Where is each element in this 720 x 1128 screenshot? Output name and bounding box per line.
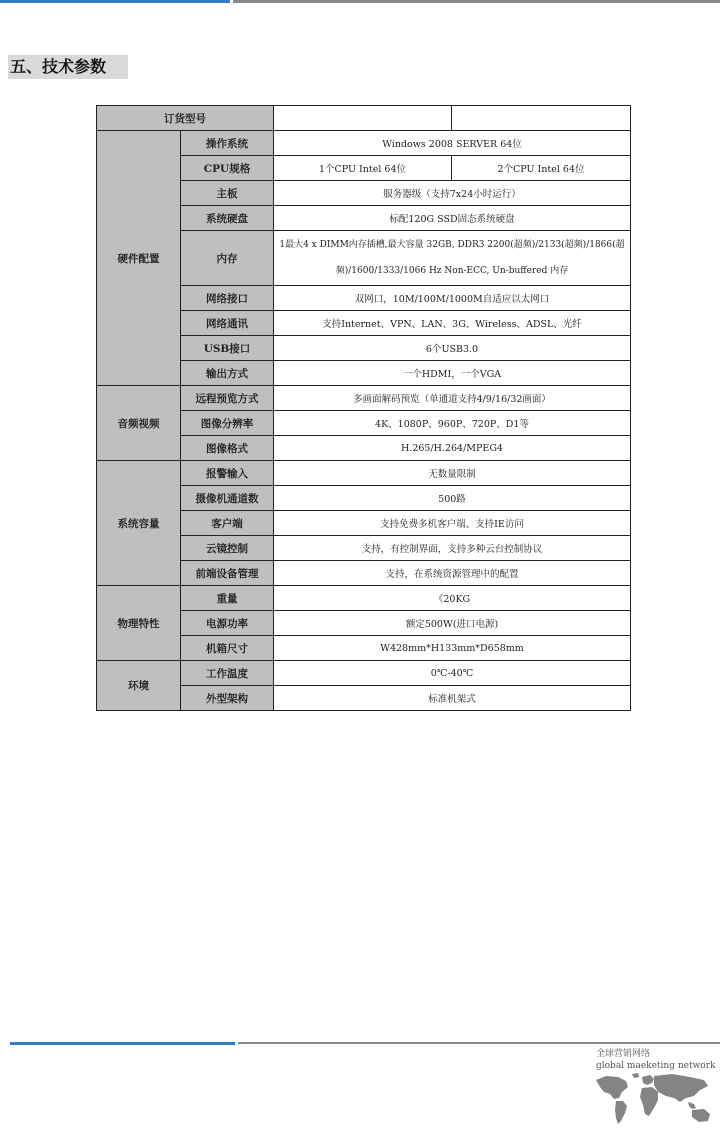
group-physical: 物理特性 bbox=[97, 586, 181, 661]
row-value: 双网口，10M/100M/1000M自适应以太网口 bbox=[274, 286, 631, 311]
footer-brand bbox=[596, 1048, 718, 1072]
group-av: 音频视频 bbox=[97, 386, 181, 461]
row-label: 报警输入 bbox=[181, 461, 274, 486]
header-rule-gray bbox=[233, 0, 720, 3]
row-label: CPU规格 bbox=[181, 156, 274, 181]
row-label: 操作系统 bbox=[181, 131, 274, 156]
table-row bbox=[97, 461, 631, 486]
row-value: 无数量限制 bbox=[274, 461, 631, 486]
row-label: 远程预览方式 bbox=[181, 386, 274, 411]
row-label: 重量 bbox=[181, 586, 274, 611]
row-label: 外型架构 bbox=[181, 686, 274, 711]
row-value: 支持，有控制界面，支持多种云台控制协议 bbox=[274, 536, 631, 561]
footer-brand-cn: 全球营销网络 bbox=[596, 1049, 651, 1059]
group-hardware: 硬件配置 bbox=[97, 131, 181, 386]
order-value-1 bbox=[274, 106, 452, 131]
row-label: 网络接口 bbox=[181, 286, 274, 311]
footer-rule-blue bbox=[10, 1042, 235, 1045]
row-value: 1个CPU Intel 64位 bbox=[274, 156, 452, 181]
table-row bbox=[97, 131, 631, 156]
group-environment: 环境 bbox=[97, 661, 181, 711]
row-value: 0℃-40℃ bbox=[274, 661, 631, 686]
row-value: 标配120G SSD固态系统硬盘 bbox=[274, 206, 631, 231]
row-value: 1最大4 x DIMM内存插槽,最大容量 32GB, DDR3 2200(超频)/2133(超频)/1866(超频)/1600/1333/1066 Hz Non-ECC, Un-buffered 内存 bbox=[274, 231, 631, 286]
row-label: USB接口 bbox=[181, 336, 274, 361]
row-label: 工作温度 bbox=[181, 661, 274, 686]
row-label: 电源功率 bbox=[181, 611, 274, 636]
order-value-2 bbox=[452, 106, 631, 131]
row-label: 机箱尺寸 bbox=[181, 636, 274, 661]
row-label: 系统硬盘 bbox=[181, 206, 274, 231]
row-label: 输出方式 bbox=[181, 361, 274, 386]
order-label: 订货型号 bbox=[97, 106, 274, 131]
row-value: 500路 bbox=[274, 486, 631, 511]
group-capacity: 系统容量 bbox=[97, 461, 181, 586]
table-row-order bbox=[97, 106, 631, 131]
footer-rule-gray bbox=[238, 1042, 720, 1044]
row-value: 标准机架式 bbox=[274, 686, 631, 711]
row-value: H.265/H.264/MPEG4 bbox=[274, 436, 631, 461]
row-value: Windows 2008 SERVER 64位 bbox=[274, 131, 631, 156]
row-value: 额定500W(进口电源) bbox=[274, 611, 631, 636]
row-label: 图像格式 bbox=[181, 436, 274, 461]
section-title: 五、技术参数 bbox=[8, 55, 128, 79]
row-value: 6个USB3.0 bbox=[274, 336, 631, 361]
row-value: W428mm*H133mm*D658mm bbox=[274, 636, 631, 661]
table-row bbox=[97, 661, 631, 686]
row-value: 4K、1080P、960P、720P、D1等 bbox=[274, 411, 631, 436]
row-label: 图像分辨率 bbox=[181, 411, 274, 436]
row-label: 云镜控制 bbox=[181, 536, 274, 561]
header-rule-blue bbox=[0, 0, 230, 3]
row-label: 网络通讯 bbox=[181, 311, 274, 336]
row-value: 支持，在系统资源管理中的配置 bbox=[274, 561, 631, 586]
row-label: 客户端 bbox=[181, 511, 274, 536]
table-row bbox=[97, 586, 631, 611]
row-label: 摄像机通道数 bbox=[181, 486, 274, 511]
row-label: 主板 bbox=[181, 181, 274, 206]
row-value: 服务器级（支持7x24小时运行） bbox=[274, 181, 631, 206]
world-map-icon bbox=[592, 1072, 718, 1126]
footer-brand-en: global maeketing network bbox=[596, 1061, 716, 1071]
row-value: 《20KG bbox=[274, 586, 631, 611]
table-row bbox=[97, 386, 631, 411]
row-value: 支持免费多机客户端、支持IE访问 bbox=[274, 511, 631, 536]
row-value: 支持Internet、VPN、LAN、3G、Wireless、ADSL、光纤 bbox=[274, 311, 631, 336]
row-label: 前端设备管理 bbox=[181, 561, 274, 586]
row-value: 一个HDMI，一个VGA bbox=[274, 361, 631, 386]
row-value: 多画面解码预览（单通道支持4/9/16/32画面） bbox=[274, 386, 631, 411]
spec-table bbox=[96, 105, 631, 711]
row-value: 2个CPU Intel 64位 bbox=[452, 156, 631, 181]
row-label: 内存 bbox=[181, 231, 274, 286]
